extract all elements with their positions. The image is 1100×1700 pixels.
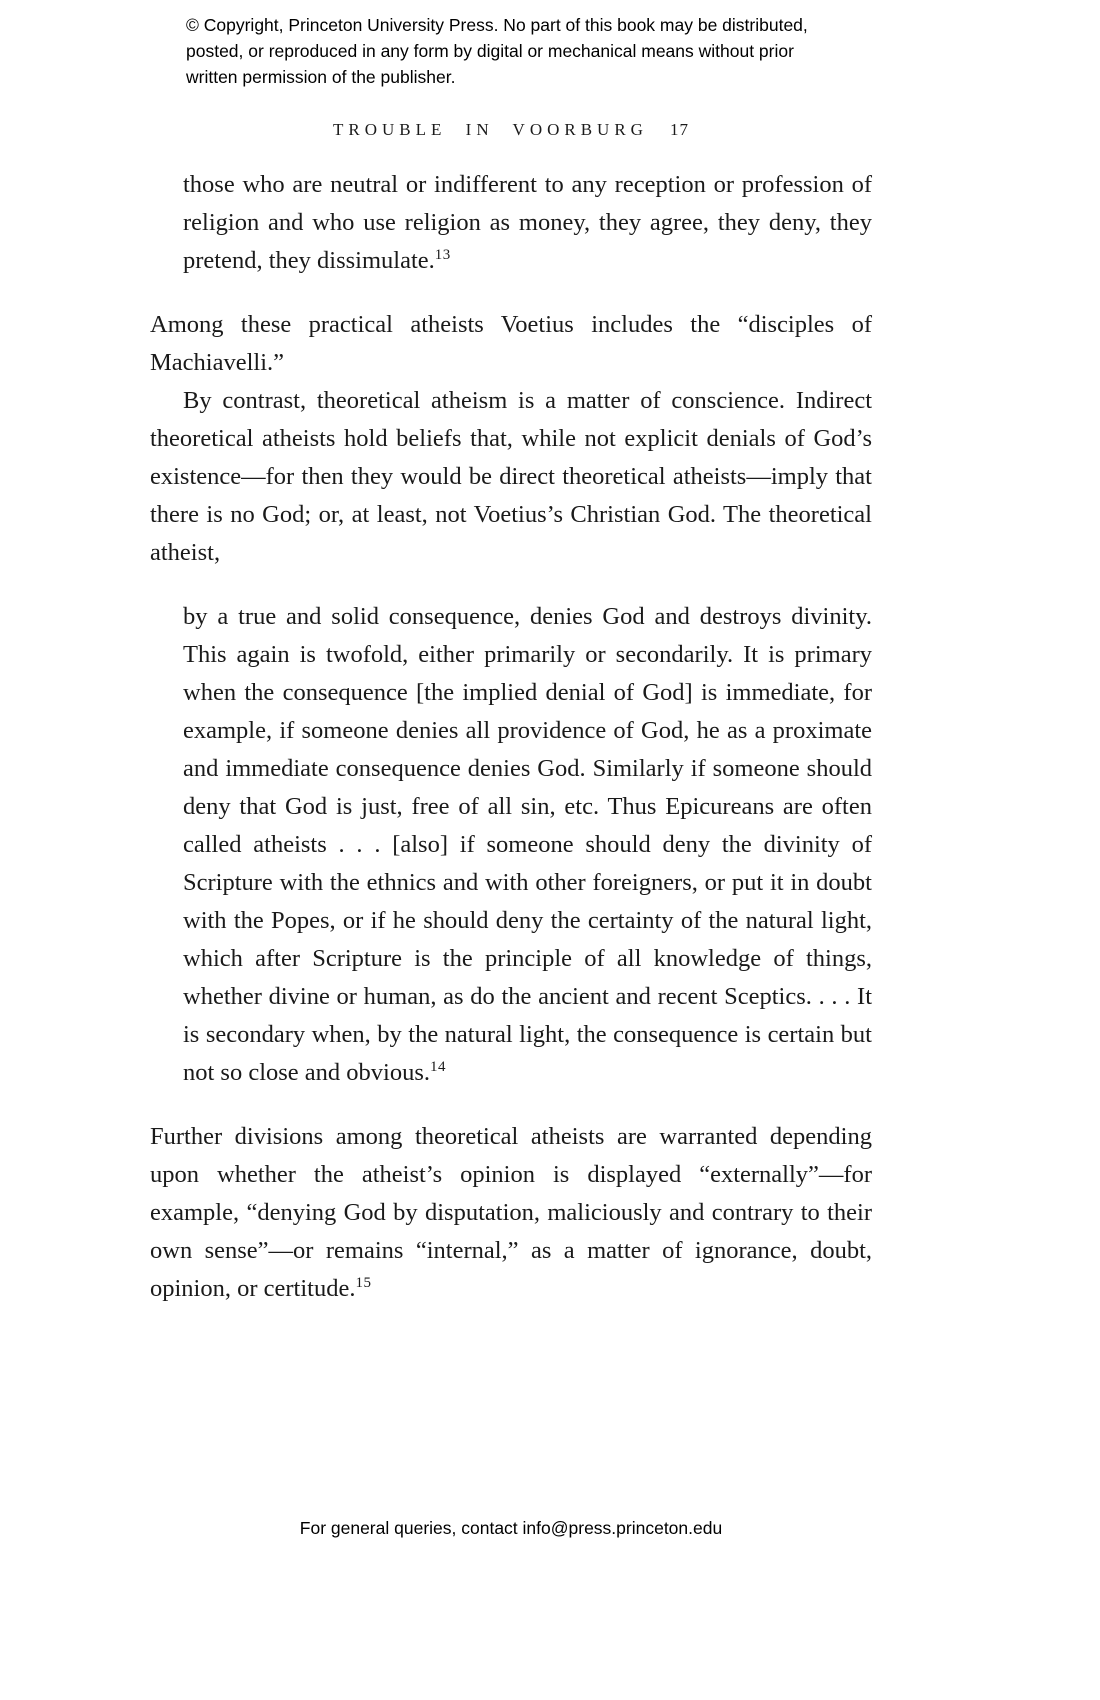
footnote-marker-15: 15	[355, 1274, 372, 1291]
paragraph-3	[150, 1118, 872, 1308]
running-head-title: TROUBLE IN VOORBURG	[333, 120, 648, 139]
footnote-marker-14: 14	[430, 1058, 447, 1075]
paragraph-2-text: By contrast, theoretical atheism is a matter of conscience. Indirect theoretical atheists hold beliefs that, while not explicit denials of God’s existence—for then they would be direct theoretical atheists—imply that there is no God; or, at least, not Voetius’s Christian God. The theoretical atheist,	[150, 387, 872, 566]
paragraph-1	[150, 306, 872, 382]
block-quote-2	[183, 598, 872, 1092]
paragraph-2	[150, 382, 872, 572]
paragraph-1-text: Among these practical atheists Voetius includes the “disciples of Machiavelli.”	[150, 311, 872, 376]
block-quote-1-text: those who are neutral or indifferent to any reception or profession of religion and who use religion as money, they agree, they deny, they pretend, they dissimulate.	[183, 171, 872, 274]
block-quote-2-text: by a true and solid consequence, denies God and destroys divinity. This again is twofold, either primarily or secondarily. It is primary when the consequence [the implied denial of God] is immediate, for example, if someone denies all providence of God, he as a proximate and immediate consequence denies God. Similarly if someone should deny that God is just, free of all sin, etc. Thus Epicureans are often called atheists . . . [also] if someone should deny the divinity of Scripture with the ethnics and with other foreigners, or put it in doubt with the Popes, or if he should deny the certainty of the natural light, which after Scripture is the principle of all knowledge of things, whether divine or human, as do the ancient and recent Sceptics. . . . It is secondary when, by the natural light, the consequence is certain but not so close and obvious.	[183, 603, 872, 1086]
block-quote-1	[183, 166, 872, 280]
paragraph-3-text: Further divisions among theoretical atheists are warranted depending upon whether the atheist’s opinion is displayed “externally”—for example, “denying God by disputation, maliciously and contrary to their own sense”—or remains “internal,” as a matter of ignorance, doubt, opinion, or certitude.	[150, 1123, 872, 1302]
page-number: 17	[669, 120, 689, 139]
footnote-marker-13: 13	[434, 246, 451, 263]
page-body	[150, 166, 872, 1308]
copyright-notice: © Copyright, Princeton University Press. No part of this book may be distributed, posted, or reproduced in any form by digital or mechanical means without prior written permission of the publisher.	[186, 15, 808, 87]
page-footer: For general queries, contact info@press.princeton.edu	[299, 1518, 723, 1538]
running-head	[150, 120, 872, 140]
